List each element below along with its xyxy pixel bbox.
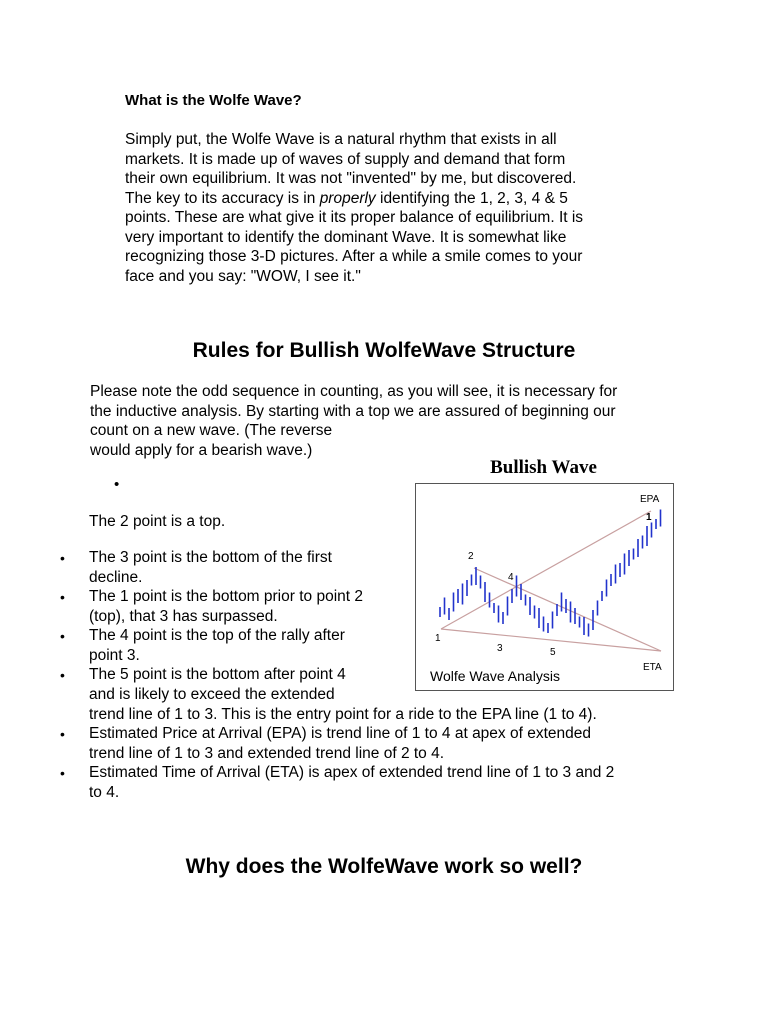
bullet-marker: • — [60, 589, 65, 605]
label-point-5: 5 — [550, 647, 556, 658]
rule-3-line-2: decline. — [89, 569, 143, 586]
rule-3-line-1: The 3 point is the bottom of the first — [89, 549, 332, 566]
bullet-marker: • — [60, 550, 65, 566]
label-top-1: 1 — [646, 512, 652, 523]
intro-line — [125, 189, 645, 209]
price-bars — [440, 510, 661, 637]
intro-line: markets. It is made up of waves of supply and demand that form — [125, 150, 566, 168]
label-epa: EPA — [640, 494, 660, 505]
intro-line: recognizing those 3-D pictures. After a while a smile comes to your — [125, 248, 583, 265]
intro-line: their own equilibrium. It was not "invented" by me, but discovered. — [125, 170, 577, 187]
rules-line: Please note the odd sequence in counting, as you will see, it is necessary for — [90, 383, 618, 400]
label-point-2: 2 — [468, 551, 474, 562]
rule-eta-line-1: Estimated Time of Arrival (ETA) is apex of extended trend line of 1 to 3 and 2 — [89, 764, 615, 781]
label-eta: ETA — [643, 662, 662, 673]
point-2-text: The 2 point is a top. — [89, 513, 226, 530]
why-heading: Why does the WolfeWave work so well? — [185, 855, 583, 878]
bullet-marker: • — [60, 765, 65, 781]
bullet-marker: • — [60, 726, 65, 742]
rule-4-line-1: The 4 point is the top of the rally after — [89, 627, 345, 644]
rule-epa-line-2: trend line of 1 to 3 and extended trend line of 2 to 4. — [89, 745, 445, 762]
rules-line: count on a new wave. (The reverse — [90, 422, 333, 439]
rule-eta-line-2: to 4. — [89, 784, 120, 801]
label-point-1: 1 — [435, 633, 441, 644]
rule-epa-line-1: Estimated Price at Arrival (EPA) is trend line of 1 to 4 at apex of extended — [89, 725, 591, 742]
bullet-empty: • — [114, 476, 120, 493]
wolfe-wave-chart — [416, 484, 673, 690]
rule-5-line-2: and is likely to exceed the extended — [89, 686, 335, 703]
bullet-marker: • — [60, 628, 65, 644]
intro-line-head: The key to its accuracy is in — [125, 189, 320, 207]
bullet-marker: • — [60, 667, 65, 683]
trend-line — [474, 568, 661, 651]
intro-line: points. These are what give it its proper balance of equilibrium. It is — [125, 209, 584, 226]
wolfe-wave-figure — [415, 483, 674, 691]
rule-1-line-1: The 1 point is the bottom prior to point 2 — [89, 588, 363, 605]
rules-heading: Rules for Bullish WolfeWave Structure — [192, 339, 576, 362]
rules-line: would apply for a bearish wave.) — [90, 441, 313, 459]
figure-title: Bullish Wave — [490, 457, 597, 478]
intro-line: face and you say: "WOW, I see it." — [125, 267, 361, 285]
label-point-4: 4 — [508, 572, 514, 583]
rule-4-line-2: point 3. — [89, 647, 140, 664]
rule-1-line-2: (top), that 3 has surpassed. — [89, 608, 278, 625]
rule-5-line-1: The 5 point is the bottom after point 4 — [89, 666, 346, 683]
intro-line-tail: identifying the 1, 2, 3, 4 & 5 — [375, 189, 568, 207]
emphasis-properly: properly — [319, 189, 376, 207]
intro-line: very important to identify the dominant Wave. It is somewhat like — [125, 228, 567, 246]
figure-caption: Wolfe Wave Analysis — [430, 668, 560, 684]
rules-line: the inductive analysis. By starting with a top we are assured of beginning our — [90, 402, 616, 420]
rules-intro-paragraph — [90, 382, 617, 460]
intro-paragraph — [125, 130, 645, 286]
label-point-3: 3 — [497, 643, 503, 654]
rule-5-line-3: trend line of 1 to 3. This is the entry point for a ride to the EPA line (1 to 4). — [89, 706, 597, 723]
section-title-what-is: What is the Wolfe Wave? — [125, 92, 302, 109]
trend-lines — [441, 511, 661, 651]
intro-line: Simply put, the Wolfe Wave is a natural rhythm that exists in all — [125, 131, 557, 148]
